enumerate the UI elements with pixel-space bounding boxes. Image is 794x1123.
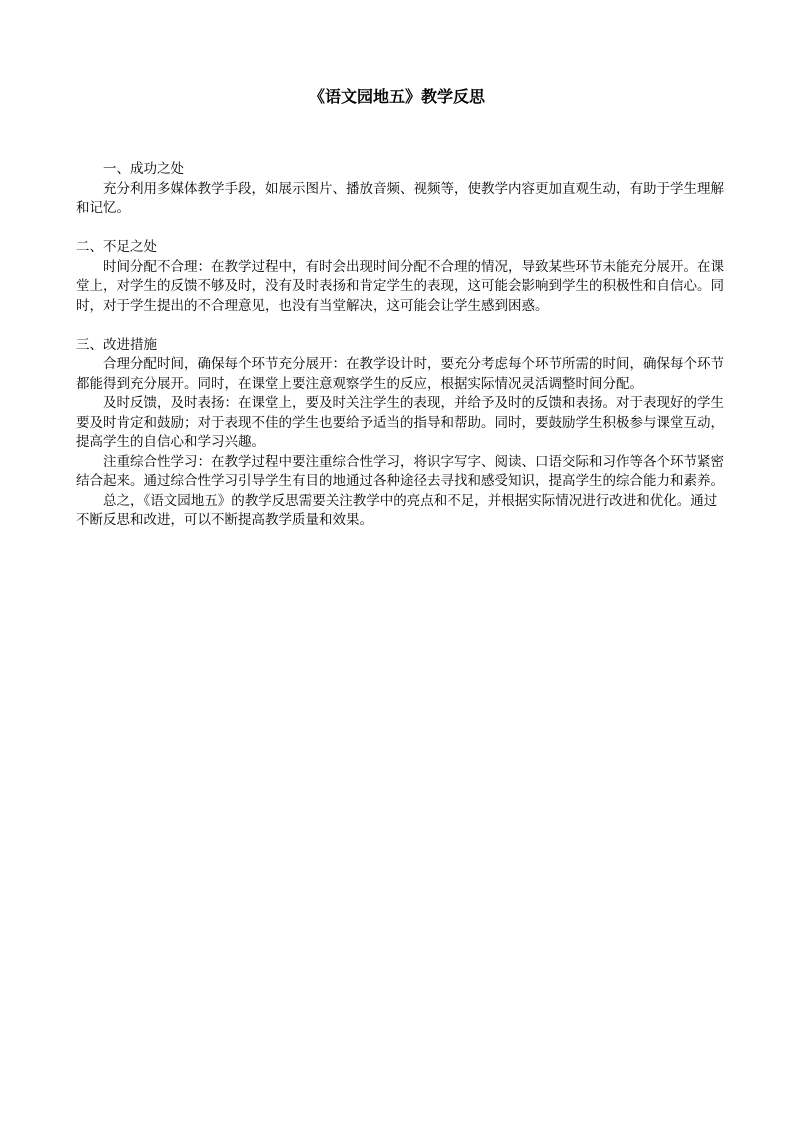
blank-line — [76, 316, 724, 336]
paragraph-comprehensive-learning: 注重综合性学习：在教学过程中要注重综合性学习，将识字写字、阅读、口语交际和习作等各个环节紧密结合起来。通过综合性学习引导学生有目的地通过各种途径去寻找和感受知识，提高学生的综合能力和素养。 — [76, 453, 724, 489]
section-heading-shortcomings: 二、不足之处 — [76, 239, 157, 255]
document-title: 《语文园地五》教学反思 — [308, 87, 485, 106]
blank-line — [76, 219, 724, 239]
paragraph-success: 充分利用多媒体教学手段，如展示图片、播放音频、视频等，使教学内容更加直观生动，有助于学生理解和记忆。 — [76, 180, 724, 216]
section-heading-success: 一、成功之处 — [103, 161, 184, 177]
paragraph-shortcomings: 时间分配不合理：在教学过程中，有时会出现时间分配不合理的情况，导致某些环节未能充分展开。在课堂上，对学生的反馈不够及时，没有及时表扬和肯定学生的表现，这可能会影响到学生的积极性和自信心。同时，对于学生提出的不合理意见，也没有当堂解决，这可能会让学生感到困惑。 — [76, 258, 724, 314]
paragraph-time-allocation: 合理分配时间，确保每个环节充分展开：在教学设计时，要充分考虑每个环节所需的时间，确保每个环节都能得到充分展开。同时，在课堂上要注意观察学生的反应，根据实际情况灵活调整时间分配。 — [76, 356, 724, 392]
paragraph-conclusion: 总之，《语文园地五》的教学反思需要关注教学中的亮点和不足，并根据实际情况进行改进和优化。通过不断反思和改进，可以不断提高教学质量和效果。 — [76, 492, 718, 528]
document-body — [76, 160, 724, 531]
paragraph-feedback: 及时反馈，及时表扬：在课堂上，要及时关注学生的表现，并给予及时的反馈和表扬。对于表现好的学生要及时肯定和鼓励；对于表现不佳的学生也要给予适当的指导和帮助。同时，要鼓励学生积极参与课堂互动，提高学生的自信心和学习兴趣。 — [76, 395, 724, 450]
section-heading-improvements: 三、改进措施 — [76, 336, 157, 353]
